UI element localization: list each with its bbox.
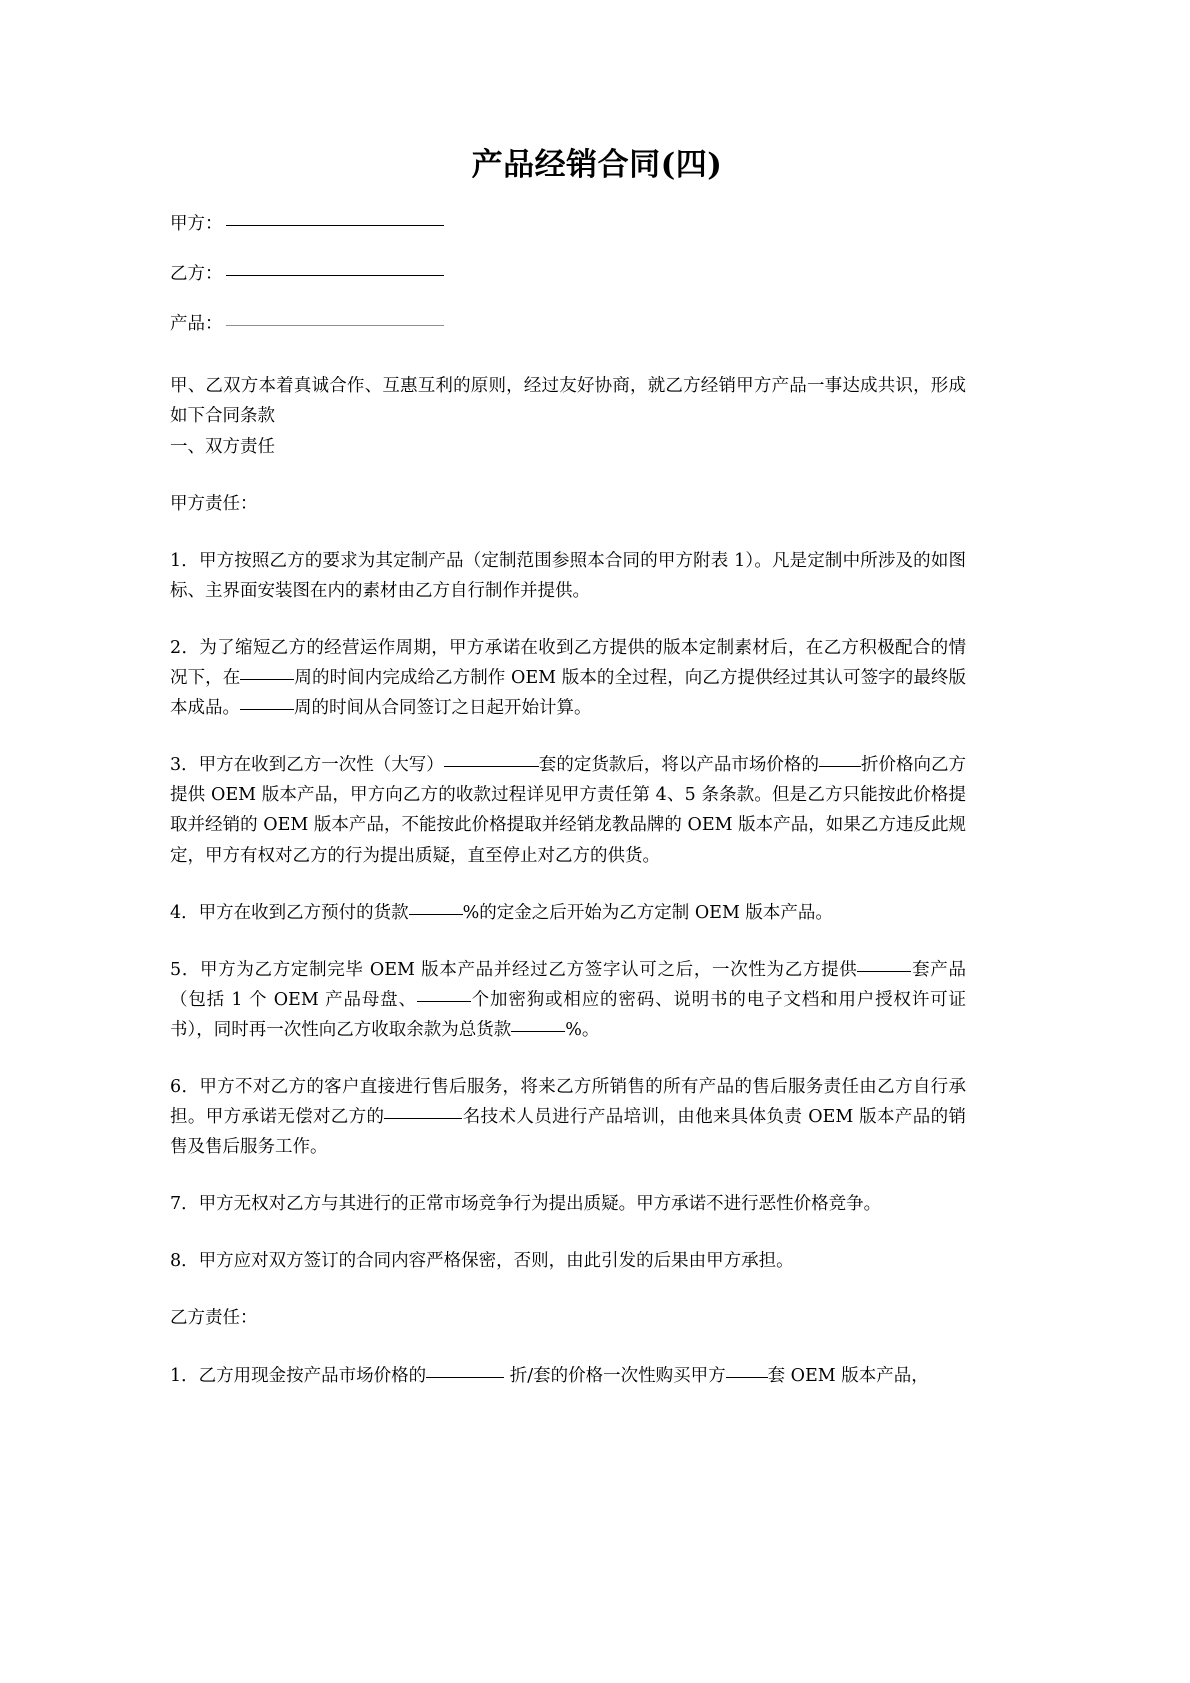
field-label-product: 产品：	[170, 314, 223, 335]
clause-a-6-number: 6．	[170, 1076, 200, 1097]
field-rule-party-a[interactable]	[226, 225, 444, 226]
clause-a-5	[170, 955, 966, 1045]
field-label-party-b: 乙方：	[170, 263, 223, 284]
clause-b-1	[170, 1361, 966, 1391]
clause-a-4	[170, 898, 966, 928]
clause-a-8-text: 甲方应对双方签订的合同内容严格保密，否则，由此引发的后果由甲方承担。	[198, 1251, 794, 1272]
section-a-heading: 甲方责任：	[170, 493, 258, 514]
clause-a-2	[170, 633, 966, 723]
field-rule-party-b[interactable]	[226, 275, 444, 276]
clause-b-1-blank-discount[interactable]	[426, 1377, 504, 1378]
clause-a-5-text-4: %。	[565, 1019, 600, 1040]
clause-a-2-text-2: 周的时间内完成给乙方制作 OEM 版本的全过程，向乙方提供经过其认可签字的最终版本成品。	[170, 668, 966, 719]
clause-a-7-number: 7．	[170, 1194, 199, 1215]
clause-a-5-blank-sets[interactable]	[857, 971, 911, 972]
clause-a-8-number: 8．	[170, 1251, 199, 1272]
field-row-product	[170, 311, 966, 337]
page-title: 产品经销合同(四)	[471, 147, 723, 183]
clause-b-1-text-1: 乙方用现金按产品市场价格的	[198, 1365, 427, 1386]
clause-b-1-text-3: 套 OEM 版本产品，	[767, 1365, 929, 1386]
clause-a-5-text-2: 套产品（包括 1 个 OEM 产品母盘、	[170, 959, 966, 1010]
clause-a-3	[170, 750, 966, 870]
clause-a-3-blank-discount[interactable]	[819, 766, 861, 767]
clause-b-1-text-2: 折/套的价格一次性购买甲方	[504, 1365, 726, 1386]
intro-block	[170, 371, 966, 461]
clause-a-3-text-2: 套的定货款后，将以产品市场价格的	[538, 755, 819, 776]
clause-a-5-blank-balance-percent[interactable]	[511, 1031, 565, 1032]
clause-a-1	[170, 546, 966, 606]
clause-a-8	[170, 1246, 966, 1276]
clause-a-3-blank-quantity[interactable]	[444, 766, 539, 767]
clause-a-2-number: 2．	[170, 637, 200, 658]
clause-a-6	[170, 1072, 966, 1162]
clause-a-4-blank-percent[interactable]	[409, 914, 463, 915]
clause-a-2-text-1: 为了缩短乙方的经营运作周期，甲方承诺在收到乙方提供的版本定制素材后，在乙方积极配合的情况下，在	[170, 637, 966, 689]
section-b-heading: 乙方责任：	[170, 1308, 258, 1329]
clause-a-2-blank-weeks-2[interactable]	[240, 709, 294, 710]
clause-a-5-text-1: 甲方为乙方定制完毕 OEM 版本产品并经过乙方签字认可之后，一次性为乙方提供	[200, 959, 858, 980]
clause-a-6-text-2: 名技术人员进行产品培训，由他来具体负责 OEM 版本产品的销售及售后服务工作。	[170, 1107, 967, 1158]
clause-a-2-blank-weeks-1[interactable]	[240, 679, 294, 680]
section-heading-responsibilities: 一、双方责任	[170, 436, 275, 457]
field-row-party-a	[170, 211, 966, 237]
field-label-party-a: 甲方：	[170, 213, 223, 234]
clause-a-7-text: 甲方无权对乙方与其进行的正常市场竞争行为提出质疑。甲方承诺不进行恶性价格竞争。	[198, 1194, 882, 1215]
clause-a-1-text: 甲方按照乙方的要求为其定制产品（定制范围参照本合同的甲方附表 1）。凡是定制中所涉及的如图标、主界面安装图在内的素材由乙方自行制作并提供。	[170, 550, 966, 601]
clause-a-7	[170, 1189, 966, 1219]
clause-b-1-number: 1．	[170, 1365, 199, 1386]
clause-a-3-text-3: 折价格向乙方提供 OEM 版本产品，甲方向乙方的收款过程详见甲方责任第 4、5 条条款。但是乙方只能按此价格提取并经销的 OEM 版本产品，不能按此价格提取并经销龙教品牌的 OEM 版本产品，如果乙方违反此规定，甲方有权对乙方的行为提出质疑，直至停止对乙方的供货。	[170, 755, 967, 866]
clause-a-4-text-1: 甲方在收到乙方预付的货款	[198, 902, 409, 923]
clause-b-1-blank-sets[interactable]	[726, 1377, 768, 1378]
clause-a-6-text-1: 甲方不对乙方的客户直接进行售后服务，将来乙方所销售的所有产品的售后服务责任由乙方自行承担。甲方承诺无偿对乙方的	[170, 1076, 966, 1128]
clause-a-3-text-1: 甲方在收到乙方一次性（大写）	[198, 755, 444, 776]
field-rule-product[interactable]	[226, 325, 444, 326]
clause-a-5-blank-dongles[interactable]	[417, 1001, 471, 1002]
clause-a-3-number: 3．	[170, 755, 199, 776]
clause-a-5-text-3: 个加密狗或相应的密码、说明书的电子文档和用户授权许可证书），同时再一次性向乙方收取余款为总货款	[170, 989, 966, 1040]
clause-a-4-text-2: %的定金之后开始为乙方定制 OEM 版本产品。	[462, 902, 833, 923]
clause-a-1-number: 1．	[170, 550, 199, 571]
clause-a-2-text-3: 周的时间从合同签订之日起开始计算。	[294, 698, 592, 719]
clause-a-5-number: 5．	[170, 959, 200, 980]
clause-a-4-number: 4．	[170, 902, 199, 923]
field-row-party-b	[170, 261, 966, 287]
intro-paragraph: 甲、乙双方本着真诚合作、互惠互利的原则，经过友好协商，就乙方经销甲方产品一事达成共识，形成如下合同条款	[170, 376, 966, 427]
clause-a-6-blank-staff-count[interactable]	[384, 1118, 462, 1119]
document-body	[170, 0, 966, 1391]
